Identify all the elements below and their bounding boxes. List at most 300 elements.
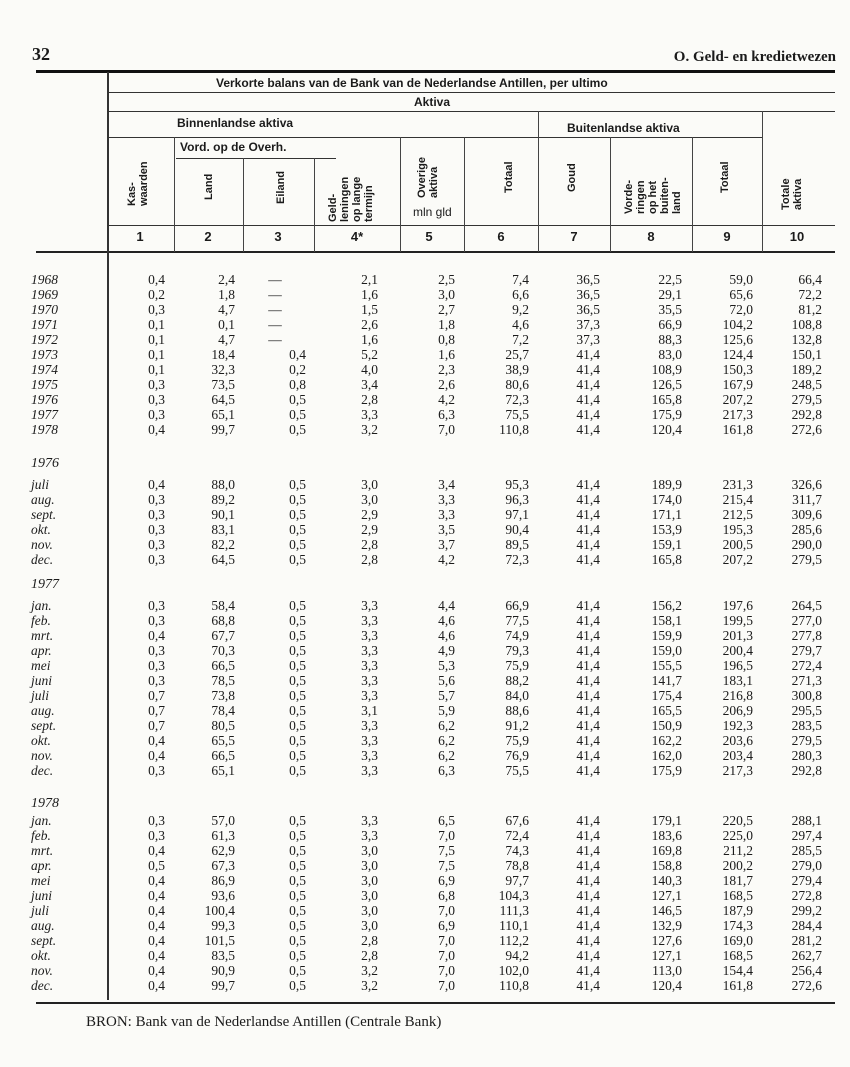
table-cell: 41,4 — [576, 598, 600, 613]
table-cell: 1,6 — [361, 287, 378, 302]
table-cell: 203,6 — [722, 733, 753, 748]
table-cell: 162,2 — [651, 733, 682, 748]
table-cell: 1,8 — [438, 317, 455, 332]
vord-overheid-header: Vord. op de Overh. — [180, 140, 287, 154]
table-cell: 2,5 — [438, 272, 455, 287]
table-cell: 0,5 — [289, 918, 306, 933]
table-cell: 0,4 — [148, 888, 165, 903]
aktiva-header: Aktiva — [414, 95, 451, 109]
divider-col2 — [243, 158, 244, 252]
table-cell: — — [268, 317, 282, 332]
table-cell: 159,1 — [651, 537, 682, 552]
divider-col8 — [692, 137, 693, 252]
table-cell: 80,6 — [505, 377, 529, 392]
table-cell: 5,9 — [438, 703, 455, 718]
table-cell: 0,3 — [148, 537, 165, 552]
table-cell: 200,4 — [722, 643, 753, 658]
table-cell: 174,0 — [651, 492, 682, 507]
table-cell: 41,4 — [576, 613, 600, 628]
table-row — [0, 748, 850, 763]
table-cell: 37,3 — [576, 317, 600, 332]
table-cell: 0,5 — [289, 843, 306, 858]
row-label: 1971 — [31, 317, 58, 332]
col-number: 4* — [350, 229, 364, 244]
col-number: 10 — [789, 229, 805, 244]
table-cell: 80,5 — [211, 718, 235, 733]
row-label: aug. — [31, 492, 55, 507]
table-cell: 127,1 — [651, 948, 682, 963]
table-cell: 3,3 — [361, 643, 378, 658]
row-label: 1975 — [31, 377, 58, 392]
table-row — [0, 347, 850, 362]
table-cell: 159,0 — [651, 643, 682, 658]
table-cell: — — [268, 272, 282, 287]
table-cell: 29,1 — [658, 287, 682, 302]
table-cell: 75,5 — [505, 763, 529, 778]
table-cell: 285,5 — [791, 843, 822, 858]
table-cell: 41,4 — [576, 963, 600, 978]
table-cell: 0,4 — [148, 272, 165, 287]
table-row — [0, 422, 850, 437]
table-cell: — — [268, 287, 282, 302]
table-cell: 41,4 — [576, 362, 600, 377]
table-cell: 292,8 — [791, 763, 822, 778]
table-cell: 3,4 — [361, 377, 378, 392]
table-cell: 196,5 — [722, 658, 753, 673]
table-cell: 73,8 — [211, 688, 235, 703]
table-cell: 108,9 — [651, 362, 682, 377]
table-cell: 0,7 — [148, 718, 165, 733]
table-cell: 2,9 — [361, 507, 378, 522]
table-row — [0, 317, 850, 332]
table-row — [0, 763, 850, 778]
table-cell: 3,2 — [361, 422, 378, 437]
row-label: juni — [31, 888, 53, 903]
table-row — [0, 537, 850, 552]
table-cell: 272,8 — [791, 888, 822, 903]
table-cell: 99,7 — [211, 978, 235, 993]
table-cell: 59,0 — [729, 272, 753, 287]
table-cell: 91,2 — [505, 718, 529, 733]
table-cell: 41,4 — [576, 658, 600, 673]
table-cell: 171,1 — [651, 507, 682, 522]
table-cell: 4,4 — [438, 598, 455, 613]
row-label: 1968 — [31, 272, 58, 287]
table-cell: 58,4 — [211, 598, 235, 613]
table-cell: 3,3 — [361, 763, 378, 778]
table-cell: 200,5 — [722, 537, 753, 552]
table-row — [0, 392, 850, 407]
col-header-geldleningen: Geld- leningen op lange termijn — [327, 176, 375, 222]
table-cell: 1,5 — [361, 302, 378, 317]
table-cell: 90,9 — [211, 963, 235, 978]
table-cell: 25,7 — [505, 347, 529, 362]
table-cell: 113,0 — [652, 963, 682, 978]
table-cell: 281,2 — [791, 933, 822, 948]
table-row — [0, 673, 850, 688]
table-cell: 41,4 — [576, 703, 600, 718]
table-cell: 0,5 — [289, 933, 306, 948]
table-cell: 169,0 — [722, 933, 753, 948]
group-year-label: 1976 — [31, 456, 59, 471]
table-cell: 37,3 — [576, 332, 600, 347]
table-cell: 41,4 — [576, 673, 600, 688]
table-cell: 189,9 — [651, 477, 682, 492]
table-row — [0, 643, 850, 658]
table-cell: 161,8 — [722, 422, 753, 437]
row-label: jan. — [31, 813, 52, 828]
table-cell: 65,6 — [729, 287, 753, 302]
table-cell: 146,5 — [651, 903, 682, 918]
table-cell: 41,4 — [576, 477, 600, 492]
table-cell: 3,0 — [438, 287, 455, 302]
table-row — [0, 688, 850, 703]
divider-col6 — [538, 111, 539, 252]
table-row — [0, 858, 850, 873]
table-cell: 0,3 — [148, 828, 165, 843]
table-cell: 0,5 — [289, 392, 306, 407]
table-cell: 89,2 — [211, 492, 235, 507]
table-cell: 127,6 — [651, 933, 682, 948]
table-cell: 110,8 — [499, 978, 529, 993]
table-cell: 66,9 — [505, 598, 529, 613]
table-cell: 3,3 — [361, 813, 378, 828]
col-number: 6 — [497, 229, 505, 244]
table-cell: 41,4 — [576, 522, 600, 537]
table-row — [0, 362, 850, 377]
row-label: nov. — [31, 537, 53, 552]
row-label: nov. — [31, 963, 53, 978]
table-cell: 6,2 — [438, 748, 455, 763]
table-cell: 2,4 — [218, 272, 235, 287]
row-label: juli — [31, 903, 50, 918]
table-cell: 7,0 — [438, 903, 455, 918]
table-cell: 120,4 — [651, 978, 682, 993]
table-cell: — — [268, 302, 282, 317]
table-cell: 211,2 — [723, 843, 753, 858]
table-cell: 271,3 — [791, 673, 822, 688]
table-cell: 74,9 — [505, 628, 529, 643]
col-header-eiland: Eiland — [275, 170, 287, 204]
table-cell: 3,3 — [361, 613, 378, 628]
table-cell: 0,4 — [289, 347, 306, 362]
table-cell: 88,3 — [658, 332, 682, 347]
table-cell: 0,4 — [148, 933, 165, 948]
row-label: nov. — [31, 748, 53, 763]
col-header-goud: Goud — [566, 163, 578, 192]
table-cell: 3,3 — [361, 628, 378, 643]
table-cell: 75,9 — [505, 733, 529, 748]
table-cell: 7,5 — [438, 843, 455, 858]
table-cell: 311,7 — [792, 492, 822, 507]
table-cell: 64,5 — [211, 552, 235, 567]
table-cell: 0,4 — [148, 628, 165, 643]
divider-col4 — [400, 137, 401, 252]
table-row — [0, 613, 850, 628]
table-cell: 2,8 — [361, 537, 378, 552]
table-row — [0, 598, 850, 613]
table-cell: 272,6 — [791, 422, 822, 437]
table-cell: 5,2 — [361, 347, 378, 362]
table-cell: 1,8 — [218, 287, 235, 302]
table-cell: 3,3 — [361, 673, 378, 688]
table-cell: 0,5 — [289, 598, 306, 613]
table-cell: 0,5 — [289, 748, 306, 763]
rule-under-vord — [176, 158, 336, 159]
table-cell: 41,4 — [576, 628, 600, 643]
table-cell: 41,4 — [576, 392, 600, 407]
table-cell: 2,9 — [361, 522, 378, 537]
table-cell: 41,4 — [576, 718, 600, 733]
table-cell: 4,6 — [512, 317, 529, 332]
table-cell: 225,0 — [722, 828, 753, 843]
table-cell: 4,7 — [218, 302, 235, 317]
table-cell: 3,0 — [361, 888, 378, 903]
table-row — [0, 507, 850, 522]
table-cell: 79,3 — [505, 643, 529, 658]
table-cell: 0,5 — [289, 522, 306, 537]
table-cell: 0,4 — [148, 948, 165, 963]
table-cell: 141,7 — [651, 673, 682, 688]
table-cell: 41,4 — [576, 828, 600, 843]
source-note: BRON: Bank van de Nederlandse Antillen (Centrale Bank) — [86, 1014, 442, 1030]
table-cell: 41,4 — [576, 492, 600, 507]
table-cell: 68,8 — [211, 613, 235, 628]
col-header-totaal-binnen: Totaal — [503, 161, 515, 193]
table-cell: 6,9 — [438, 873, 455, 888]
table-cell: 0,5 — [289, 703, 306, 718]
table-cell: 0,3 — [148, 522, 165, 537]
table-cell: 150,3 — [722, 362, 753, 377]
table-cell: 0,4 — [148, 903, 165, 918]
table-cell: 41,4 — [576, 748, 600, 763]
table-cell: 0,3 — [148, 507, 165, 522]
row-label: aug. — [31, 918, 55, 933]
table-cell: 18,4 — [211, 347, 235, 362]
row-label: apr. — [31, 643, 52, 658]
table-cell: 3,3 — [438, 492, 455, 507]
table-cell: 78,8 — [505, 858, 529, 873]
table-cell: 2,7 — [438, 302, 455, 317]
col-header-overige-aktiva: Overige aktiva — [416, 157, 440, 198]
table-row — [0, 272, 850, 287]
table-row — [0, 552, 850, 567]
table-cell: 154,4 — [722, 963, 753, 978]
table-cell: 201,3 — [722, 628, 753, 643]
divider-col7 — [610, 137, 611, 252]
col-header-totale-aktiva: Totale aktiva — [780, 178, 804, 210]
table-cell: 99,7 — [211, 422, 235, 437]
table-cell: 153,9 — [651, 522, 682, 537]
table-cell: 3,3 — [361, 407, 378, 422]
table-cell: 189,2 — [791, 362, 822, 377]
table-cell: 0,5 — [289, 643, 306, 658]
table-cell: 110,8 — [499, 422, 529, 437]
divider-col9 — [762, 111, 763, 252]
table-cell: 0,5 — [289, 763, 306, 778]
page-number: 32 — [32, 44, 50, 64]
row-label: okt. — [31, 948, 51, 963]
table-cell: 292,8 — [791, 407, 822, 422]
table-row — [0, 718, 850, 733]
row-label: mei — [31, 873, 51, 888]
table-cell: 132,9 — [651, 918, 682, 933]
table-cell: 0,3 — [148, 392, 165, 407]
table-cell: 66,5 — [211, 748, 235, 763]
table-cell: 7,0 — [438, 828, 455, 843]
table-cell: 41,4 — [576, 552, 600, 567]
table-cell: 1,6 — [438, 347, 455, 362]
rule-above-colnums — [108, 225, 835, 226]
table-cell: 0,4 — [148, 733, 165, 748]
table-cell: 207,2 — [722, 392, 753, 407]
row-label: juli — [31, 477, 50, 492]
table-row — [0, 843, 850, 858]
table-cell: 0,1 — [148, 317, 165, 332]
table-cell: 165,8 — [651, 392, 682, 407]
table-cell: 159,9 — [651, 628, 682, 643]
table-cell: 156,2 — [651, 598, 682, 613]
table-cell: 76,9 — [505, 748, 529, 763]
table-cell: 0,5 — [289, 873, 306, 888]
table-cell: 6,9 — [438, 918, 455, 933]
table-cell: 2,6 — [361, 317, 378, 332]
table-cell: 36,5 — [576, 287, 600, 302]
row-label: dec. — [31, 552, 54, 567]
section-title: O. Geld- en kredietwezen — [673, 49, 836, 65]
table-cell: 72,0 — [729, 302, 753, 317]
table-cell: 3,0 — [361, 858, 378, 873]
row-label: sept. — [31, 718, 57, 733]
table-cell: 6,2 — [438, 733, 455, 748]
table-cell: 0,8 — [289, 377, 306, 392]
table-cell: 195,3 — [722, 522, 753, 537]
table-row — [0, 522, 850, 537]
table-cell: 0,3 — [148, 552, 165, 567]
table-cell: 66,4 — [798, 272, 822, 287]
table-cell: 126,5 — [651, 377, 682, 392]
table-cell: 41,4 — [576, 643, 600, 658]
col-header-land: Land — [203, 173, 215, 200]
table-cell: 7,0 — [438, 422, 455, 437]
table-cell: 90,4 — [505, 522, 529, 537]
table-cell: 0,4 — [148, 477, 165, 492]
table-cell: 83,5 — [211, 948, 235, 963]
col-header-vorderingen: Vorde- ringen op het buiten- land — [623, 177, 683, 214]
table-cell: 0,4 — [148, 978, 165, 993]
table-cell: 277,0 — [791, 613, 822, 628]
table-row — [0, 302, 850, 317]
table-cell: 90,1 — [211, 507, 235, 522]
table-cell: 3,0 — [361, 492, 378, 507]
table-row — [0, 948, 850, 963]
table-cell: 0,3 — [148, 492, 165, 507]
table-cell: 187,9 — [722, 903, 753, 918]
table-cell: 192,3 — [722, 718, 753, 733]
table-cell: 3,0 — [361, 873, 378, 888]
table-cell: 283,5 — [791, 718, 822, 733]
table-cell: 0,3 — [148, 658, 165, 673]
table-cell: 41,4 — [576, 948, 600, 963]
table-cell: 64,5 — [211, 392, 235, 407]
table-cell: 86,9 — [211, 873, 235, 888]
table-cell: 3,3 — [361, 658, 378, 673]
table-cell: 41,4 — [576, 813, 600, 828]
table-cell: 127,1 — [651, 888, 682, 903]
table-cell: 22,5 — [658, 272, 682, 287]
table-cell: 3,7 — [438, 537, 455, 552]
col-number: 5 — [425, 229, 433, 244]
table-cell: 41,4 — [576, 918, 600, 933]
table-cell: 100,4 — [204, 903, 235, 918]
table-cell: 169,8 — [651, 843, 682, 858]
table-cell: 2,3 — [438, 362, 455, 377]
table-cell: 41,4 — [576, 347, 600, 362]
table-cell: 231,3 — [722, 477, 753, 492]
table-cell: 4,6 — [438, 613, 455, 628]
table-cell: 112,2 — [499, 933, 529, 948]
table-cell: 0,5 — [289, 673, 306, 688]
table-cell: 41,4 — [576, 507, 600, 522]
table-cell: 0,5 — [289, 963, 306, 978]
table-cell: 279,5 — [791, 392, 822, 407]
table-cell: 97,7 — [505, 873, 529, 888]
row-label: apr. — [31, 858, 52, 873]
table-cell: 6,2 — [438, 718, 455, 733]
table-cell: 78,4 — [211, 703, 235, 718]
table-cell: 73,5 — [211, 377, 235, 392]
table-cell: 3,2 — [361, 963, 378, 978]
table-cell: 72,4 — [505, 828, 529, 843]
table-cell: 7,0 — [438, 978, 455, 993]
table-cell: 95,3 — [505, 477, 529, 492]
table-cell: 62,9 — [211, 843, 235, 858]
table-row — [0, 963, 850, 978]
table-cell: 2,8 — [361, 552, 378, 567]
table-cell: 264,5 — [791, 598, 822, 613]
unit-label: mln gld — [413, 205, 452, 219]
table-row — [0, 492, 850, 507]
table-cell: 2,8 — [361, 948, 378, 963]
table-cell: 72,3 — [505, 392, 529, 407]
table-cell: 88,0 — [211, 477, 235, 492]
table-cell: 277,8 — [791, 628, 822, 643]
table-cell: 3,3 — [361, 748, 378, 763]
table-cell: 6,8 — [438, 888, 455, 903]
table-cell: 158,8 — [651, 858, 682, 873]
row-label: sept. — [31, 507, 57, 522]
table-cell: 2,8 — [361, 392, 378, 407]
table-cell: 84,0 — [505, 688, 529, 703]
row-label: 1978 — [31, 422, 58, 437]
table-row — [0, 733, 850, 748]
group-year-label: 1977 — [31, 577, 59, 592]
table-cell: 0,1 — [148, 347, 165, 362]
table-cell: 0,1 — [148, 362, 165, 377]
table-cell: 72,3 — [505, 552, 529, 567]
table-cell: — — [268, 332, 282, 347]
col-number: 8 — [647, 229, 655, 244]
table-cell: 199,5 — [722, 613, 753, 628]
table-cell: 326,6 — [791, 477, 822, 492]
table-cell: 57,0 — [211, 813, 235, 828]
table-cell: 3,3 — [361, 688, 378, 703]
table-cell: 0,4 — [148, 422, 165, 437]
table-cell: 155,5 — [651, 658, 682, 673]
table-cell: 0,5 — [289, 552, 306, 567]
table-cell: 3,0 — [361, 918, 378, 933]
table-cell: 124,4 — [722, 347, 753, 362]
